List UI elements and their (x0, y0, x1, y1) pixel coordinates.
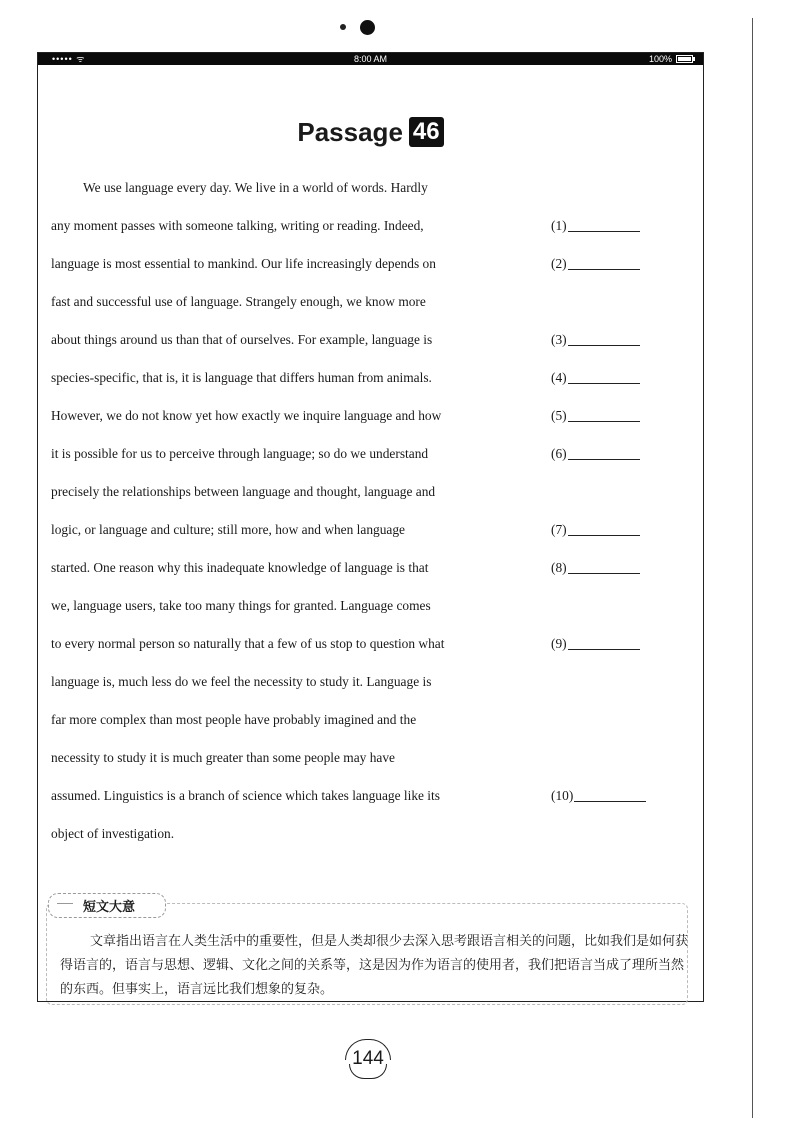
passage-line: object of investigation. (51, 826, 175, 841)
answer-blank-7[interactable] (551, 522, 640, 538)
blank-number: (8) (551, 560, 567, 575)
blank-number: (10) (551, 788, 574, 803)
passage-line: fast and successful use of language. Strangely enough, we know more (51, 294, 426, 309)
battery-percent: 100% (648, 54, 672, 64)
passage-line: about things around us than that of ourselves. For example, language is (51, 332, 433, 347)
passage-line: assumed. Linguistics is a branch of science which takes language like its (51, 788, 440, 803)
signal-indicator: ••••• ᯤ (52, 54, 86, 64)
blank-number: (1) (551, 218, 567, 233)
summary-box (46, 893, 689, 1003)
passage-line: precisely the relationships between language and thought, language and (51, 484, 436, 499)
battery-status (649, 53, 693, 65)
answer-blank-9[interactable] (551, 636, 640, 652)
answer-blank-2[interactable] (551, 256, 640, 272)
passage-line: However, we do not know yet how exactly we inquire language and how (51, 408, 442, 423)
answer-blank-3[interactable] (551, 332, 640, 348)
page-number-text: 144 (352, 1048, 384, 1069)
device-screen (37, 52, 704, 1002)
passage-line: started. One reason why this inadequate knowledge of language is that (51, 560, 429, 575)
answer-blank-4[interactable] (551, 370, 640, 386)
passage-line: it is possible for us to perceive through language; so do we understand (51, 446, 429, 461)
summary-text: 文章指出语言在人类生活中的重要性，但是人类却很少去深入思考跟语言相关的问题，比如我们是如何获得语言的，语言与思想、逻辑、文化之间的关系等，这是因为作为语言的使用者，我们把语言当成了理所当然的东西。但事实上，语言远比我们想象的复杂。 (60, 934, 689, 997)
passage-title (38, 117, 703, 148)
passage-line: necessity to study it is much greater than some people may have (51, 750, 395, 765)
answer-blank-5[interactable] (551, 408, 640, 424)
passage-line: logic, or language and culture; still more, how and when language (51, 522, 406, 537)
passage-line: We use language every day. We live in a world of words. Hardly (83, 180, 428, 195)
summary-label: 短文大意 (48, 893, 166, 918)
blank-number: (5) (551, 408, 567, 423)
passage-line: language is most essential to mankind. Our life increasingly depends on (51, 256, 436, 271)
passage-line: far more complex than most people have probably imagined and the (51, 712, 417, 727)
answer-blank-8[interactable] (551, 560, 640, 576)
status-time: 8:00 AM (353, 54, 388, 64)
passage-line: we, language users, take too many things for granted. Language comes (51, 598, 431, 613)
blank-number: (7) (551, 522, 567, 537)
page-number (343, 1039, 393, 1079)
passage-line: to every normal person so naturally that a few of us stop to question what (51, 636, 445, 651)
blank-number: (2) (551, 256, 567, 271)
passage-number-badge: 46 (409, 117, 444, 147)
blank-number: (3) (551, 332, 567, 347)
blank-number: (6) (551, 446, 567, 461)
page-number-arc-bottom (349, 1064, 387, 1079)
passage-heading: Passage (297, 117, 403, 147)
camera-dots (332, 17, 382, 39)
page-number-arc-top (345, 1039, 391, 1060)
camera-small-dot (340, 24, 346, 30)
passage-line: any moment passes with someone talking, writing or reading. Indeed, (51, 218, 424, 233)
passage-line: language is, much less do we feel the necessity to study it. Language is (51, 674, 432, 689)
status-bar (38, 53, 703, 65)
answer-blank-6[interactable] (551, 446, 640, 462)
answer-blank-10[interactable] (551, 788, 646, 804)
blank-number: (9) (551, 636, 567, 651)
battery-icon (676, 55, 693, 63)
page-edge-line (752, 18, 753, 1118)
camera-lens (360, 20, 375, 35)
blank-number: (4) (551, 370, 567, 385)
answer-blank-1[interactable] (551, 218, 640, 234)
passage-line: species-specific, that is, it is language that differs human from animals. (51, 370, 432, 385)
